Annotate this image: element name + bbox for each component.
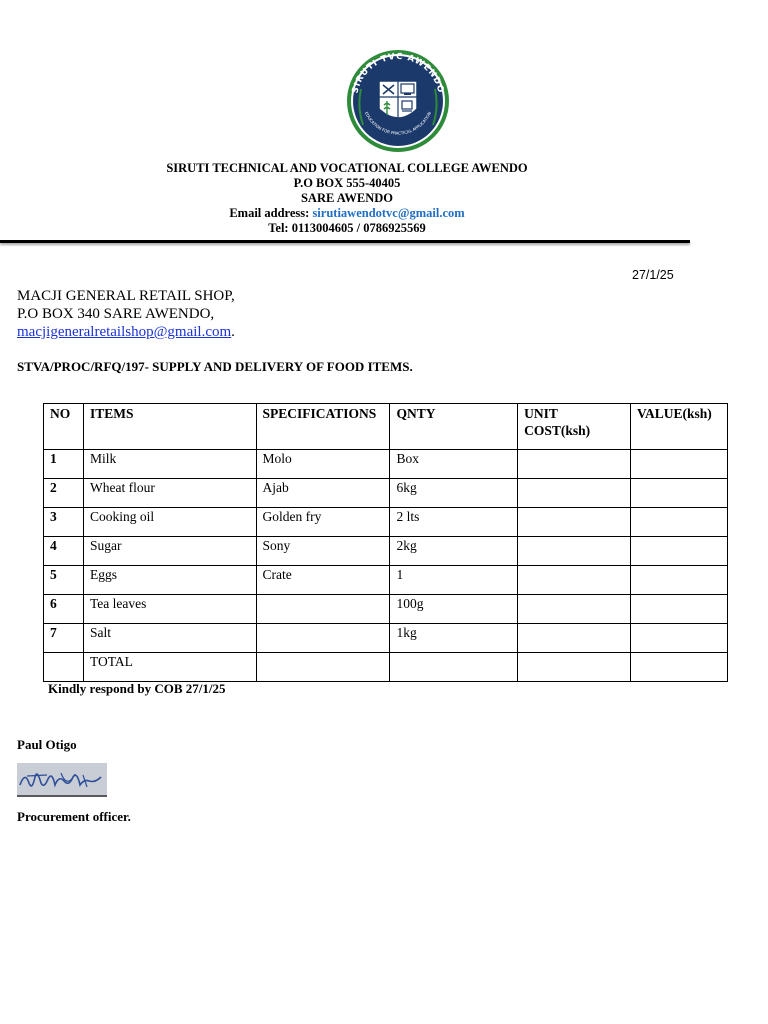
college-po-box: P.O BOX 555-40405 — [293, 176, 401, 190]
total-value — [631, 653, 728, 682]
letterhead-divider — [0, 240, 690, 243]
row-item: Salt — [83, 624, 256, 653]
row-spec: Ajab — [256, 479, 390, 508]
row-value — [631, 566, 728, 595]
row-item: Eggs — [83, 566, 256, 595]
row-spec: Golden fry — [256, 508, 390, 537]
table-total-row — [44, 653, 728, 682]
row-no: 6 — [44, 595, 84, 624]
row-unit-cost — [518, 624, 631, 653]
row-value — [631, 450, 728, 479]
email-label: Email address: — [229, 206, 313, 220]
row-unit-cost — [518, 479, 631, 508]
total-no — [44, 653, 84, 682]
addressee-po-box: P.O BOX 340 SARE AWENDO, — [17, 306, 215, 322]
row-qty: 1kg — [390, 624, 518, 653]
total-unit-cost — [518, 653, 631, 682]
row-unit-cost — [518, 595, 631, 624]
header-items: ITEMS — [83, 404, 256, 450]
college-email-line — [0, 206, 694, 221]
row-no: 3 — [44, 508, 84, 537]
respond-deadline-note: Kindly respond by COB 27/1/25 — [48, 681, 226, 696]
addressee-block — [17, 287, 235, 341]
signer-name: Paul Otigo — [17, 737, 77, 752]
header-no: NO — [44, 404, 84, 450]
row-value — [631, 595, 728, 624]
row-qty: 2kg — [390, 537, 518, 566]
row-qty: 6kg — [390, 479, 518, 508]
row-unit-cost — [518, 450, 631, 479]
row-no: 5 — [44, 566, 84, 595]
college-email[interactable]: sirutiawendotvc@gmail.com — [312, 206, 465, 220]
table-header-row — [44, 404, 728, 450]
row-spec: Sony — [256, 537, 390, 566]
total-label: TOTAL — [83, 653, 256, 682]
row-no: 1 — [44, 450, 84, 479]
row-no: 4 — [44, 537, 84, 566]
table-row — [44, 479, 728, 508]
row-item: Milk — [83, 450, 256, 479]
row-qty: Box — [390, 450, 518, 479]
total-spec — [256, 653, 390, 682]
row-value — [631, 508, 728, 537]
row-value — [631, 537, 728, 566]
row-no: 7 — [44, 624, 84, 653]
row-unit-cost — [518, 566, 631, 595]
row-unit-cost — [518, 508, 631, 537]
row-item: Cooking oil — [83, 508, 256, 537]
table-row — [44, 450, 728, 479]
row-qty: 1 — [390, 566, 518, 595]
college-name: SIRUTI TECHNICAL AND VOCATIONAL COLLEGE AWENDO — [166, 161, 528, 175]
addressee-email-link[interactable]: macjigeneralretailshop@gmail.com — [17, 324, 232, 340]
table-row — [44, 595, 728, 624]
row-spec: Molo — [256, 450, 390, 479]
total-qty — [390, 653, 518, 682]
row-qty: 100g — [390, 595, 518, 624]
table-row — [44, 537, 728, 566]
row-item: Tea leaves — [83, 595, 256, 624]
table-row — [44, 624, 728, 653]
letterhead — [0, 161, 694, 236]
svg-text:EDUCATION FOR PRACTICAL APPLIC: EDUCATION FOR PRACTICAL APPLICATION — [363, 110, 433, 136]
college-town: SARE AWENDO — [300, 191, 394, 205]
signer-role: Procurement officer. — [17, 809, 131, 824]
row-spec: Crate — [256, 566, 390, 595]
row-item: Wheat flour — [83, 479, 256, 508]
header-qnty: QNTY — [390, 404, 518, 450]
row-value — [631, 479, 728, 508]
addressee-name: MACJI GENERAL RETAIL SHOP, — [17, 288, 235, 304]
table-row — [44, 566, 728, 595]
letter-date: 27/1/25 — [632, 268, 674, 282]
svg-text:SIRUTI TVC AWENDO: SIRUTI TVC AWENDO — [350, 51, 446, 95]
row-item: Sugar — [83, 537, 256, 566]
addressee-email-line — [17, 323, 235, 341]
row-qty: 2 lts — [390, 508, 518, 537]
header-value: VALUE(ksh) — [631, 404, 728, 450]
row-value — [631, 624, 728, 653]
row-spec — [256, 595, 390, 624]
table-row — [44, 508, 728, 537]
handwritten-signature — [17, 763, 107, 797]
row-no: 2 — [44, 479, 84, 508]
header-specifications: SPECIFICATIONS — [256, 404, 390, 450]
subject-line: STVA/PROC/RFQ/197- SUPPLY AND DELIVERY OF FOOD ITEMS. — [17, 359, 413, 374]
college-tel: Tel: 0113004605 / 0786925569 — [268, 221, 426, 235]
rfq-items-table — [43, 403, 728, 682]
row-unit-cost — [518, 537, 631, 566]
addressee-email-suffix: . — [231, 324, 235, 340]
header-unit-cost: UNIT COST(ksh) — [518, 404, 631, 450]
college-logo — [343, 45, 453, 155]
row-spec — [256, 624, 390, 653]
